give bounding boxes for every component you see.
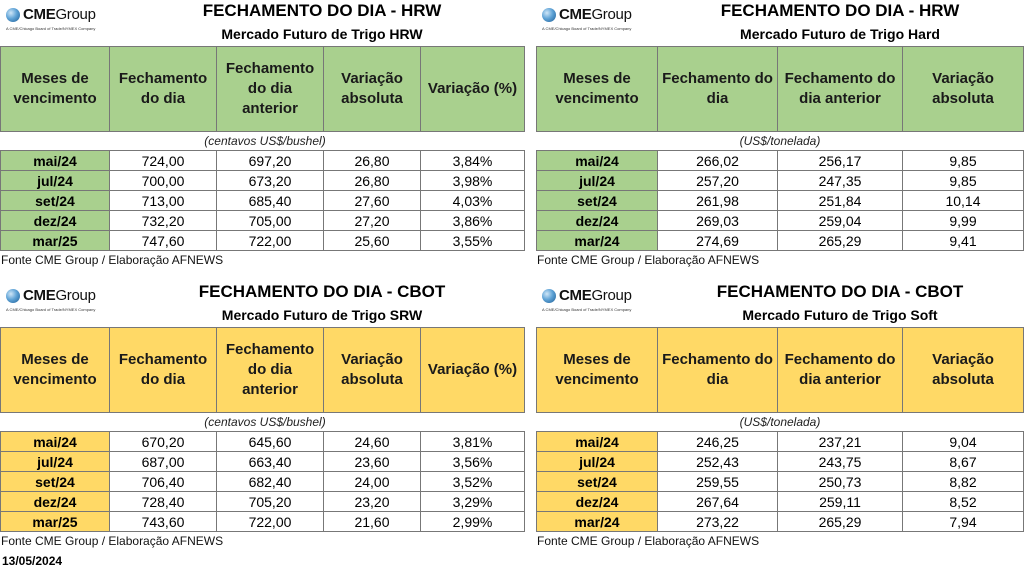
month-cell: dez/24 bbox=[1, 492, 110, 512]
value-cell: 10,14 bbox=[903, 191, 1024, 211]
value-cell: 3,29% bbox=[421, 492, 525, 512]
value-cell: 8,82 bbox=[903, 472, 1024, 492]
panel-hrw-cents bbox=[0, 0, 524, 267]
logo-tagline: A CME/Chicago Board of Trade/NYMEX Company bbox=[6, 307, 96, 312]
col-header: Fechamento do dia bbox=[658, 328, 778, 413]
panel-title: FECHAMENTO DO DIA - CBOT bbox=[716, 282, 964, 301]
month-cell: mar/25 bbox=[1, 512, 110, 532]
value-cell: 722,00 bbox=[217, 231, 324, 251]
value-cell: 645,60 bbox=[217, 432, 324, 452]
value-cell: 3,98% bbox=[421, 171, 525, 191]
table-header-row bbox=[1, 328, 525, 413]
value-cell: 697,20 bbox=[217, 151, 324, 171]
source-note: Fonte CME Group / Elaboração AFNEWS bbox=[537, 534, 760, 548]
col-header: Fechamento do dia anterior bbox=[778, 47, 903, 132]
logo-tagline: A CME/Chicago Board of Trade/NYMEX Company bbox=[542, 307, 632, 312]
unit-row bbox=[537, 132, 1024, 151]
value-cell: 743,60 bbox=[110, 512, 217, 532]
cme-logo bbox=[542, 287, 632, 304]
panel-subtitle: Mercado Futuro de Trigo Soft bbox=[742, 307, 938, 323]
value-cell: 9,85 bbox=[903, 171, 1024, 191]
month-cell: mai/24 bbox=[537, 151, 658, 171]
value-cell: 3,86% bbox=[421, 211, 525, 231]
value-cell: 732,20 bbox=[110, 211, 217, 231]
table-row bbox=[1, 151, 525, 171]
value-cell: 252,43 bbox=[658, 452, 778, 472]
cme-logo bbox=[542, 6, 632, 23]
price-table bbox=[0, 327, 525, 532]
value-cell: 256,17 bbox=[778, 151, 903, 171]
table-row bbox=[537, 492, 1024, 512]
value-cell: 700,00 bbox=[110, 171, 217, 191]
col-header: Fechamento do dia bbox=[110, 47, 217, 132]
panel-header bbox=[0, 281, 524, 327]
value-cell: 273,22 bbox=[658, 512, 778, 532]
table-row bbox=[537, 151, 1024, 171]
unit-row bbox=[1, 413, 525, 432]
value-cell: 722,00 bbox=[217, 512, 324, 532]
col-header: Fechamento do dia bbox=[110, 328, 217, 413]
value-cell: 265,29 bbox=[778, 231, 903, 251]
month-cell: set/24 bbox=[537, 191, 658, 211]
col-header: Variação absoluta bbox=[903, 328, 1024, 413]
table-row bbox=[537, 231, 1024, 251]
value-cell: 3,52% bbox=[421, 472, 525, 492]
globe-icon bbox=[542, 289, 556, 303]
cme-logo bbox=[6, 287, 96, 304]
value-cell: 265,29 bbox=[778, 512, 903, 532]
month-cell: jul/24 bbox=[537, 452, 658, 472]
value-cell: 266,02 bbox=[658, 151, 778, 171]
value-cell: 237,21 bbox=[778, 432, 903, 452]
value-cell: 23,60 bbox=[324, 452, 421, 472]
logo-text: Group bbox=[55, 6, 96, 23]
unit-label: (US$/tonelada) bbox=[658, 132, 903, 151]
value-cell: 724,00 bbox=[110, 151, 217, 171]
month-cell: mai/24 bbox=[537, 432, 658, 452]
value-cell: 24,00 bbox=[324, 472, 421, 492]
col-header: Meses de vencimento bbox=[1, 328, 110, 413]
value-cell: 2,99% bbox=[421, 512, 525, 532]
value-cell: 23,20 bbox=[324, 492, 421, 512]
value-cell: 26,80 bbox=[324, 151, 421, 171]
table-row bbox=[1, 452, 525, 472]
table-row bbox=[1, 171, 525, 191]
unit-label: (centavos US$/bushel) bbox=[110, 413, 421, 432]
value-cell: 4,03% bbox=[421, 191, 525, 211]
table-row bbox=[1, 211, 525, 231]
month-cell: set/24 bbox=[1, 191, 110, 211]
col-header: Variação absoluta bbox=[324, 328, 421, 413]
value-cell: 246,25 bbox=[658, 432, 778, 452]
value-cell: 250,73 bbox=[778, 472, 903, 492]
value-cell: 3,55% bbox=[421, 231, 525, 251]
value-cell: 247,35 bbox=[778, 171, 903, 191]
panel-cbot-cents bbox=[0, 281, 524, 548]
table-row bbox=[1, 472, 525, 492]
unit-label: (US$/tonelada) bbox=[658, 413, 903, 432]
col-header: Variação (%) bbox=[421, 47, 525, 132]
table-row bbox=[1, 231, 525, 251]
value-cell: 24,60 bbox=[324, 432, 421, 452]
value-cell: 705,00 bbox=[217, 211, 324, 231]
month-cell: mar/24 bbox=[537, 231, 658, 251]
panel-hrw-ton bbox=[536, 0, 1024, 267]
logo-text: CME bbox=[559, 287, 592, 304]
panel-title: FECHAMENTO DO DIA - CBOT bbox=[198, 282, 446, 301]
value-cell: 261,98 bbox=[658, 191, 778, 211]
value-cell: 747,60 bbox=[110, 231, 217, 251]
value-cell: 3,81% bbox=[421, 432, 525, 452]
logo-text: CME bbox=[23, 6, 56, 23]
value-cell: 687,00 bbox=[110, 452, 217, 472]
logo-text: CME bbox=[23, 287, 56, 304]
value-cell: 673,20 bbox=[217, 171, 324, 191]
value-cell: 8,67 bbox=[903, 452, 1024, 472]
value-cell: 269,03 bbox=[658, 211, 778, 231]
month-cell: jul/24 bbox=[537, 171, 658, 191]
price-table bbox=[0, 46, 525, 251]
panel-header bbox=[0, 0, 524, 46]
col-header: Fechamento do dia anterior bbox=[217, 328, 324, 413]
logo-text bbox=[23, 287, 96, 304]
value-cell: 259,04 bbox=[778, 211, 903, 231]
col-header: Variação absoluta bbox=[324, 47, 421, 132]
value-cell: 670,20 bbox=[110, 432, 217, 452]
value-cell: 274,69 bbox=[658, 231, 778, 251]
panel-subtitle: Mercado Futuro de Trigo SRW bbox=[221, 307, 423, 323]
panel-cbot-ton bbox=[536, 281, 1024, 548]
table-header-row bbox=[1, 47, 525, 132]
month-cell: set/24 bbox=[537, 472, 658, 492]
panel-title: FECHAMENTO DO DIA - HRW bbox=[720, 1, 960, 20]
value-cell: 663,40 bbox=[217, 452, 324, 472]
logo-text: Group bbox=[55, 287, 96, 304]
month-cell: jul/24 bbox=[1, 452, 110, 472]
source-note: Fonte CME Group / Elaboração AFNEWS bbox=[1, 534, 224, 548]
value-cell: 26,80 bbox=[324, 171, 421, 191]
value-cell: 7,94 bbox=[903, 512, 1024, 532]
table-row bbox=[537, 452, 1024, 472]
price-table bbox=[536, 46, 1024, 251]
value-cell: 21,60 bbox=[324, 512, 421, 532]
value-cell: 27,60 bbox=[324, 191, 421, 211]
price-table bbox=[536, 327, 1024, 532]
value-cell: 27,20 bbox=[324, 211, 421, 231]
value-cell: 25,60 bbox=[324, 231, 421, 251]
value-cell: 259,11 bbox=[778, 492, 903, 512]
month-cell: set/24 bbox=[1, 472, 110, 492]
value-cell: 682,40 bbox=[217, 472, 324, 492]
table-header-row bbox=[537, 47, 1024, 132]
unit-label: (centavos US$/bushel) bbox=[110, 132, 421, 151]
value-cell: 243,75 bbox=[778, 452, 903, 472]
value-cell: 728,40 bbox=[110, 492, 217, 512]
logo-text bbox=[559, 287, 632, 304]
table-row bbox=[537, 472, 1024, 492]
value-cell: 705,20 bbox=[217, 492, 324, 512]
col-header: Variação absoluta bbox=[903, 47, 1024, 132]
source-note: Fonte CME Group / Elaboração AFNEWS bbox=[537, 253, 760, 267]
logo-tagline: A CME/Chicago Board of Trade/NYMEX Company bbox=[6, 26, 96, 31]
table-header-row bbox=[537, 328, 1024, 413]
table-row bbox=[1, 492, 525, 512]
month-cell: dez/24 bbox=[537, 211, 658, 231]
month-cell: jul/24 bbox=[1, 171, 110, 191]
unit-row bbox=[1, 132, 525, 151]
col-header: Fechamento do dia anterior bbox=[217, 47, 324, 132]
table-row bbox=[537, 191, 1024, 211]
table-row bbox=[1, 512, 525, 532]
col-header: Meses de vencimento bbox=[1, 47, 110, 132]
value-cell: 685,40 bbox=[217, 191, 324, 211]
logo-text: CME bbox=[559, 6, 592, 23]
value-cell: 251,84 bbox=[778, 191, 903, 211]
month-cell: mar/24 bbox=[537, 512, 658, 532]
value-cell: 706,40 bbox=[110, 472, 217, 492]
col-header: Variação (%) bbox=[421, 328, 525, 413]
logo-text bbox=[23, 6, 96, 23]
report-date: 13/05/2024 bbox=[2, 554, 63, 568]
value-cell: 257,20 bbox=[658, 171, 778, 191]
table-row bbox=[537, 171, 1024, 191]
table-row bbox=[537, 432, 1024, 452]
col-header: Meses de vencimento bbox=[537, 328, 658, 413]
value-cell: 9,85 bbox=[903, 151, 1024, 171]
value-cell: 713,00 bbox=[110, 191, 217, 211]
month-cell: dez/24 bbox=[537, 492, 658, 512]
table-row bbox=[537, 211, 1024, 231]
logo-text: Group bbox=[591, 287, 632, 304]
col-header: Meses de vencimento bbox=[537, 47, 658, 132]
unit-row bbox=[537, 413, 1024, 432]
value-cell: 9,99 bbox=[903, 211, 1024, 231]
logo-text bbox=[559, 6, 632, 23]
value-cell: 3,84% bbox=[421, 151, 525, 171]
globe-icon bbox=[6, 8, 20, 22]
col-header: Fechamento do dia anterior bbox=[778, 328, 903, 413]
table-row bbox=[537, 512, 1024, 532]
panel-subtitle: Mercado Futuro de Trigo HRW bbox=[221, 26, 423, 42]
month-cell: mai/24 bbox=[1, 432, 110, 452]
source-note: Fonte CME Group / Elaboração AFNEWS bbox=[1, 253, 224, 267]
value-cell: 9,41 bbox=[903, 231, 1024, 251]
panel-header bbox=[536, 281, 1024, 327]
panel-header bbox=[536, 0, 1024, 46]
globe-icon bbox=[6, 289, 20, 303]
month-cell: mar/25 bbox=[1, 231, 110, 251]
value-cell: 9,04 bbox=[903, 432, 1024, 452]
month-cell: dez/24 bbox=[1, 211, 110, 231]
cme-logo bbox=[6, 6, 96, 23]
panel-subtitle: Mercado Futuro de Trigo Hard bbox=[740, 26, 940, 42]
table-row bbox=[1, 432, 525, 452]
panel-title: FECHAMENTO DO DIA - HRW bbox=[202, 1, 442, 20]
globe-icon bbox=[542, 8, 556, 22]
value-cell: 8,52 bbox=[903, 492, 1024, 512]
value-cell: 267,64 bbox=[658, 492, 778, 512]
logo-text: Group bbox=[591, 6, 632, 23]
month-cell: mai/24 bbox=[1, 151, 110, 171]
table-row bbox=[1, 191, 525, 211]
logo-tagline: A CME/Chicago Board of Trade/NYMEX Company bbox=[542, 26, 632, 31]
value-cell: 259,55 bbox=[658, 472, 778, 492]
value-cell: 3,56% bbox=[421, 452, 525, 472]
col-header: Fechamento do dia bbox=[658, 47, 778, 132]
